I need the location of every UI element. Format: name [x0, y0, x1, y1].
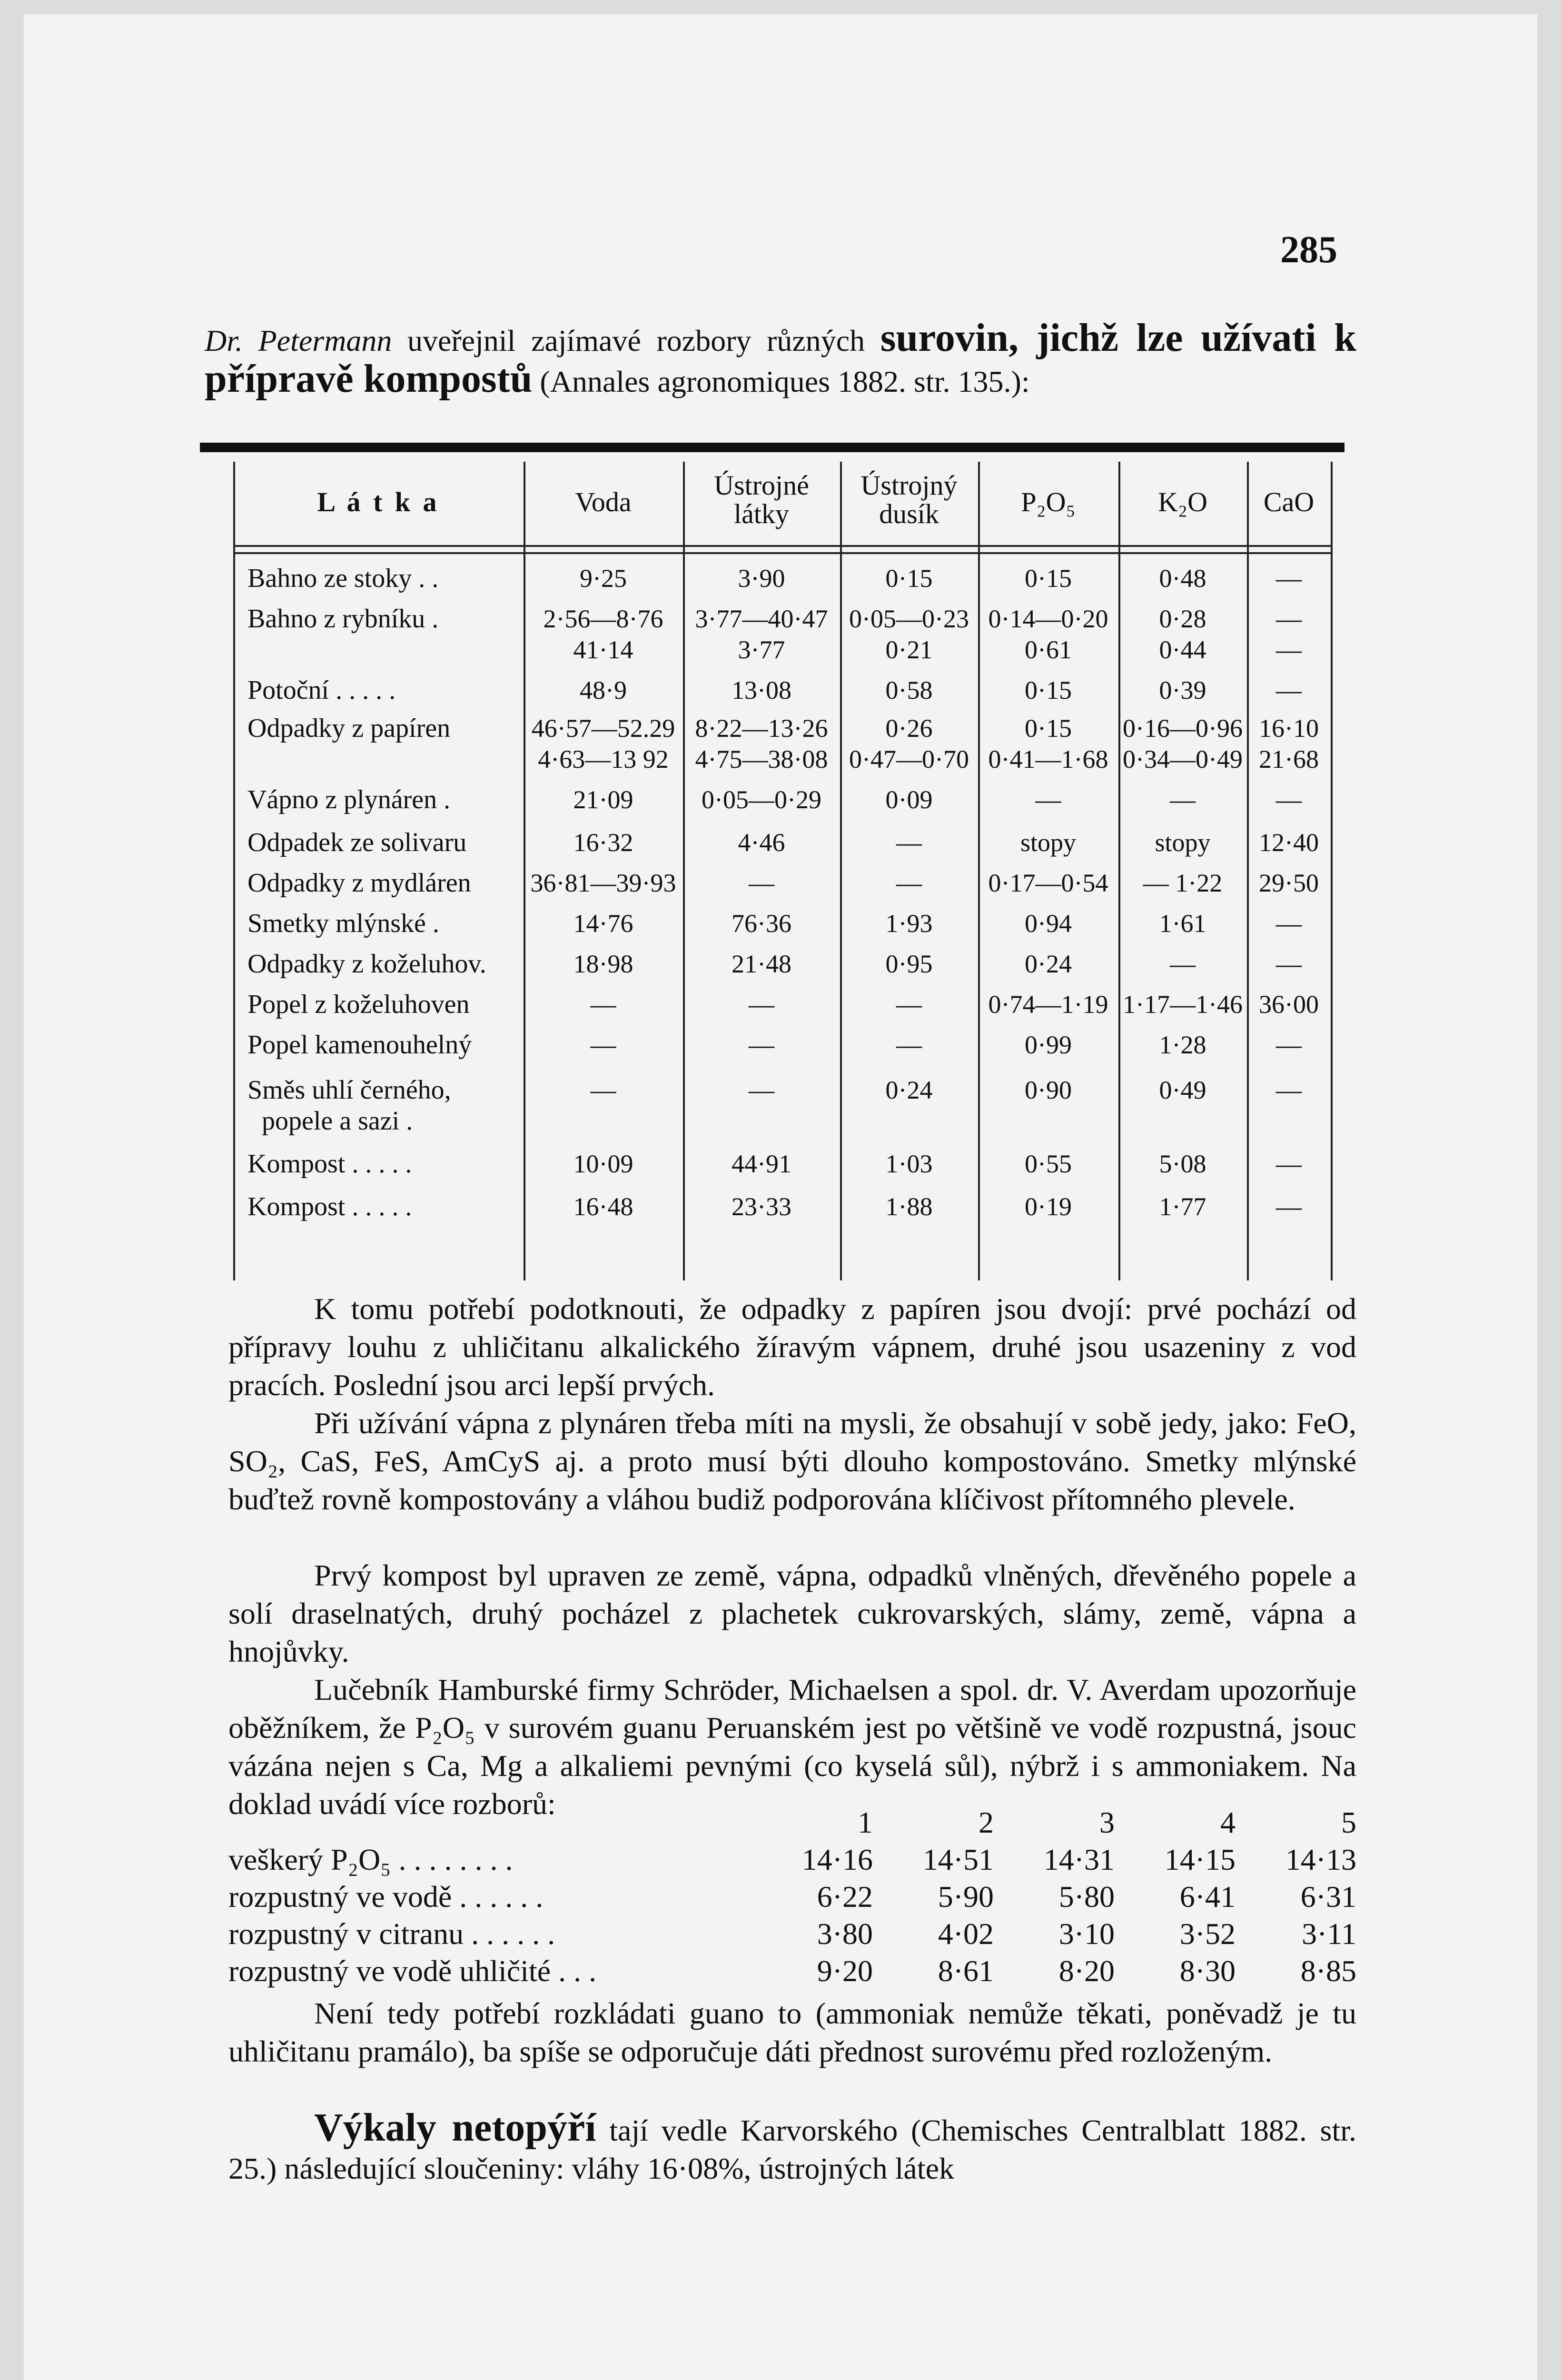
table-cell: 5·08: [1159, 1150, 1206, 1178]
table-cell: 1·17—1·46: [1123, 990, 1243, 1019]
table-cell: —: [1276, 1192, 1302, 1221]
table-cell: — 1·22: [1143, 869, 1223, 897]
table-cell: 0·21: [885, 635, 933, 664]
table-cell: 1·77: [1159, 1192, 1206, 1221]
table-cell: 0·05—0·23: [849, 605, 969, 633]
table-cell: —: [1276, 909, 1302, 938]
table-cell: 0·47—0·70: [849, 745, 969, 774]
table-cell: 0·17—0·54: [988, 869, 1108, 897]
table-cell: 0·09: [885, 785, 933, 814]
analysis-value: 3·10: [1058, 1917, 1115, 1951]
table-cell: 21·68: [1259, 745, 1319, 774]
analysis-row-label: rozpustný ve vodě . . . . . .: [228, 1880, 544, 1914]
paragraph-1: K tomu potřebí podotknouti, že odpadky z papíren jsou dvojí: prvé pochází od přípravy louhu z uhličitanu alkalického žíravým vápnem, druhé jsou usazeniny z vod pracích. Poslední jsou arci lepší prvých.: [228, 1292, 1356, 1402]
analysis-value: 8·85: [1300, 1954, 1356, 1988]
scanned-page: [24, 14, 1537, 2380]
analysis-value: 8·30: [1179, 1954, 1236, 1988]
table-cell: 21·09: [573, 785, 633, 814]
table-cell: 29·50: [1259, 869, 1319, 897]
analysis-column: 2: [979, 1805, 994, 1839]
analysis-value: 14·13: [1285, 1843, 1356, 1876]
table-cell: 8·22—13·26: [695, 714, 828, 743]
table-cell: —: [1276, 605, 1302, 633]
table-cell: 0·49: [1159, 1076, 1206, 1104]
analysis-row: [228, 1915, 1356, 1953]
analysis-value: 8·61: [938, 1954, 994, 1988]
paragraph-2: Při užívání vápna z plynáren třeba míti na mysli, že obsahují v sobě jedy, jako: FeO, SO₂, CaS, FeS, AmCyS aj. a proto musí býti dlouho kompostováno. Smetky mlýnské buďtež rovně kompostovány a vláhou budiž podporována klíčivost přítomného plevele.: [228, 1406, 1356, 1516]
intro-heading: surovin, jichž lze užívati k přípravě kompostů: [205, 316, 1356, 401]
table-cell: 0·55: [1025, 1150, 1072, 1178]
analysis-value: 6·22: [817, 1880, 873, 1914]
table-cell: 36·81—39·93: [530, 869, 676, 897]
author-name: Dr. Petermann: [205, 324, 392, 357]
table-cell: 1·28: [1159, 1031, 1206, 1059]
row-label: Potoční . . . . .: [247, 675, 396, 705]
table-cell: —: [749, 1031, 774, 1059]
analysis-column: 5: [1341, 1805, 1356, 1839]
table-cell: —: [1276, 1031, 1302, 1059]
final-lead: Výkaly netopýří: [314, 2105, 596, 2150]
table-cell: —: [896, 1031, 922, 1059]
table-cell: 1·61: [1159, 909, 1206, 938]
intro-text-2: (Annales agronomiques 1882. str. 135.):: [532, 365, 1030, 398]
table-cell: 0·15: [1025, 676, 1072, 704]
table-cell: —: [1276, 1150, 1302, 1178]
header-latka: L á t k a: [317, 486, 440, 517]
row-label: Směs uhlí černého,: [247, 1075, 451, 1105]
table-cell: 46·57—52.29: [531, 714, 675, 743]
table-cell: —: [1276, 785, 1302, 814]
composition-table: [233, 462, 1333, 1280]
row-label: Odpadky z papíren: [247, 714, 451, 743]
header-cao: CaO: [1263, 486, 1315, 517]
analysis-column: 4: [1220, 1805, 1236, 1839]
analysis-value: 3·80: [817, 1917, 873, 1951]
closing-paragraph: Není tedy potřebí rozkládati guano to (ammoniak nemůže těkati, poněvadž je tu uhličitanu pramálo), ba spíše se odporučuje dáti přednost surovému před rozloženým.: [228, 1996, 1356, 2068]
table-cell: —: [896, 869, 922, 897]
analysis-row-label: veškerý P₂O₅ . . . . . . . .: [228, 1843, 513, 1876]
table-cell: 76·36: [732, 909, 791, 938]
row-label: Kompost . . . . .: [247, 1192, 412, 1221]
table-cell: 0·05—0·29: [702, 785, 821, 814]
table-cell: —: [590, 1031, 616, 1059]
analysis-value: 9·20: [817, 1954, 873, 1988]
page-number: 285: [1280, 229, 1337, 271]
table-cell: 0·61: [1025, 635, 1072, 664]
table-cell: stopy: [1155, 828, 1211, 857]
table-cell: 4·75—38·08: [695, 745, 828, 774]
table-cell: 0·74—1·19: [988, 990, 1108, 1019]
row-label: Smetky mlýnské .: [247, 909, 439, 938]
table-cell: 0·34—0·49: [1123, 745, 1243, 774]
header-voda: Voda: [575, 486, 632, 517]
analysis-row: [228, 1953, 1356, 1990]
table-cell: 0·94: [1025, 909, 1072, 938]
table-cell: 1·03: [885, 1150, 933, 1178]
table-cell: 0·15: [885, 564, 933, 593]
table-cell: 18·98: [573, 950, 633, 978]
analysis-value: 8·20: [1058, 1954, 1115, 1988]
table-cell: —: [590, 990, 616, 1019]
table-cell: 0·24: [1025, 950, 1072, 978]
table-cell: 16·10: [1259, 714, 1319, 743]
table-cell: 1·93: [885, 909, 933, 938]
table-cell: —: [896, 828, 922, 857]
analysis-column: 3: [1099, 1805, 1115, 1839]
analysis-value: 5·90: [938, 1880, 994, 1914]
table-cell: 0·44: [1159, 635, 1206, 664]
table-cell: —: [1276, 564, 1302, 593]
row-label: Odpadek ze solivaru: [247, 828, 467, 857]
table-cell: —: [1276, 1076, 1302, 1104]
table-cell: 16·32: [573, 828, 633, 857]
table-top-rule: [200, 443, 1345, 452]
header-k2o: K₂O: [1158, 486, 1207, 517]
table-cell: —: [1276, 676, 1302, 704]
table-cell: 44·91: [732, 1150, 791, 1178]
header-dusik: Ústrojný dusík: [860, 470, 958, 529]
table-cell: 0·19: [1025, 1192, 1072, 1221]
table-cell: 0·48: [1159, 564, 1206, 593]
table-cell: 13·08: [732, 676, 791, 704]
analysis-row: [228, 1841, 1356, 1878]
table-cell: 21·48: [732, 950, 791, 978]
table-cell: —: [749, 1076, 774, 1104]
header-p2o5: P₂O₅: [1021, 486, 1076, 517]
analysis-column: 1: [858, 1805, 873, 1839]
table-cell: 0·24: [885, 1076, 933, 1104]
paragraph-3: Prvý kompost byl upraven ze země, vápna, odpadků vlněných, dřevěného popele a solí draselnatých, druhý pocházel z plachetek cukrovarských, slámy, země, vápna a hnojůvky.: [228, 1558, 1356, 1668]
table-cell: 16·48: [573, 1192, 633, 1221]
table-cell: —: [590, 1076, 616, 1104]
row-label: Kompost . . . . .: [247, 1149, 412, 1179]
table-cell: 0·16—0·96: [1123, 714, 1243, 743]
final-paragraph: [228, 2105, 1356, 2188]
table-cell: 23·33: [732, 1192, 791, 1221]
analysis-value: 14·51: [922, 1843, 994, 1876]
analysis-value: 3·11: [1302, 1917, 1356, 1951]
row-label: Odpadky z mydláren: [247, 868, 471, 898]
table-cell: 0·58: [885, 676, 933, 704]
paragraph-4: Lučebník Hamburské firmy Schröder, Michaelsen a spol. dr. V. Averdam upozorňuje oběžníkem, že P₂O₅ v surovém guanu Peruanském jest po většině ve vodě rozpustná, jsouc vázána nejen s Ca, Mg a alkaliemi pevnými (co kyselá sůl), nýbrž i s ammoniakem. Na doklad uvádí více rozborů:: [228, 1673, 1356, 1821]
intro-text-1: uveřejnil zajímavé rozbory různých: [392, 324, 880, 357]
table-cell: 0·95: [885, 950, 933, 978]
table-cell: —: [1170, 785, 1196, 814]
analysis-value: 14·31: [1043, 1843, 1115, 1876]
row-label: Popel kamenouhelný: [247, 1030, 472, 1060]
analysis-value: 6·31: [1300, 1880, 1356, 1914]
table-cell: 0·15: [1025, 564, 1072, 593]
table-cell: 0·39: [1159, 676, 1206, 704]
analysis-row: [228, 1878, 1356, 1915]
table-cell: 3·77—40·47: [695, 605, 828, 633]
row-label: Popel z koželuhoven: [247, 990, 470, 1019]
table-cell: 0·15: [1025, 714, 1072, 743]
row-label: Bahno z rybníku .: [247, 604, 439, 634]
guano-analysis-table: [228, 1804, 1356, 1990]
table-cell: —: [1170, 950, 1196, 978]
analysis-row-label: rozpustný ve vodě uhličité . . .: [228, 1954, 597, 1988]
table-cell: —: [1276, 950, 1302, 978]
analysis-value: 14·15: [1164, 1843, 1236, 1876]
row-label: popele a sazi .: [262, 1106, 413, 1136]
table-cell: 41·14: [573, 635, 633, 664]
analysis-value: 14·16: [801, 1843, 873, 1876]
table-cell: 14·76: [573, 909, 633, 938]
table-cell: —: [1035, 785, 1061, 814]
table-cell: 3·90: [738, 564, 785, 593]
table-cell: 48·9: [580, 676, 627, 704]
analysis-header-row: [228, 1804, 1356, 1841]
row-label: Odpadky z koželuhov.: [247, 949, 486, 979]
table-cell: stopy: [1020, 828, 1077, 857]
table-cell: 1·88: [885, 1192, 933, 1221]
analysis-value: 4·02: [938, 1917, 994, 1951]
table-cell: 3·77: [738, 635, 785, 664]
analysis-row-label: rozpustný v citranu . . . . . .: [228, 1917, 555, 1951]
row-label: Bahno ze stoky . .: [247, 564, 439, 593]
table-cell: 4·46: [738, 828, 785, 857]
table-cell: 36·00: [1259, 990, 1319, 1019]
table-cell: —: [749, 869, 774, 897]
header-ustrojne: Ústrojné látky: [714, 470, 809, 529]
table-cell: 0·90: [1025, 1076, 1072, 1104]
table-cell: 0·14—0·20: [988, 605, 1108, 633]
table-cell: 4·63—13 92: [538, 745, 669, 774]
final-rest: tají vedle Karvorského (Chemisches Centralblatt 1882. str. 25.) následující sloučeniny: vláhy 16·08%, ústrojných látek: [228, 2113, 1356, 2185]
table-cell: 9·25: [580, 564, 627, 593]
table-cell: 12·40: [1259, 828, 1319, 857]
analysis-value: 5·80: [1058, 1880, 1115, 1914]
table-cell: 0·28: [1159, 605, 1206, 633]
analysis-value: 3·52: [1179, 1917, 1236, 1951]
table-cell: 0·41—1·68: [988, 745, 1108, 774]
table-cell: 0·99: [1025, 1031, 1072, 1059]
row-label: Vápno z plynáren .: [247, 785, 451, 814]
table-cell: 2·56—8·76: [543, 605, 663, 633]
table-cell: 10·09: [573, 1150, 633, 1178]
intro-paragraph: [205, 316, 1356, 401]
table-cell: —: [896, 990, 922, 1019]
table-cell: —: [749, 990, 774, 1019]
table-cell: 0·26: [885, 714, 933, 743]
table-cell: —: [1276, 635, 1302, 664]
analysis-value: 6·41: [1179, 1880, 1236, 1914]
